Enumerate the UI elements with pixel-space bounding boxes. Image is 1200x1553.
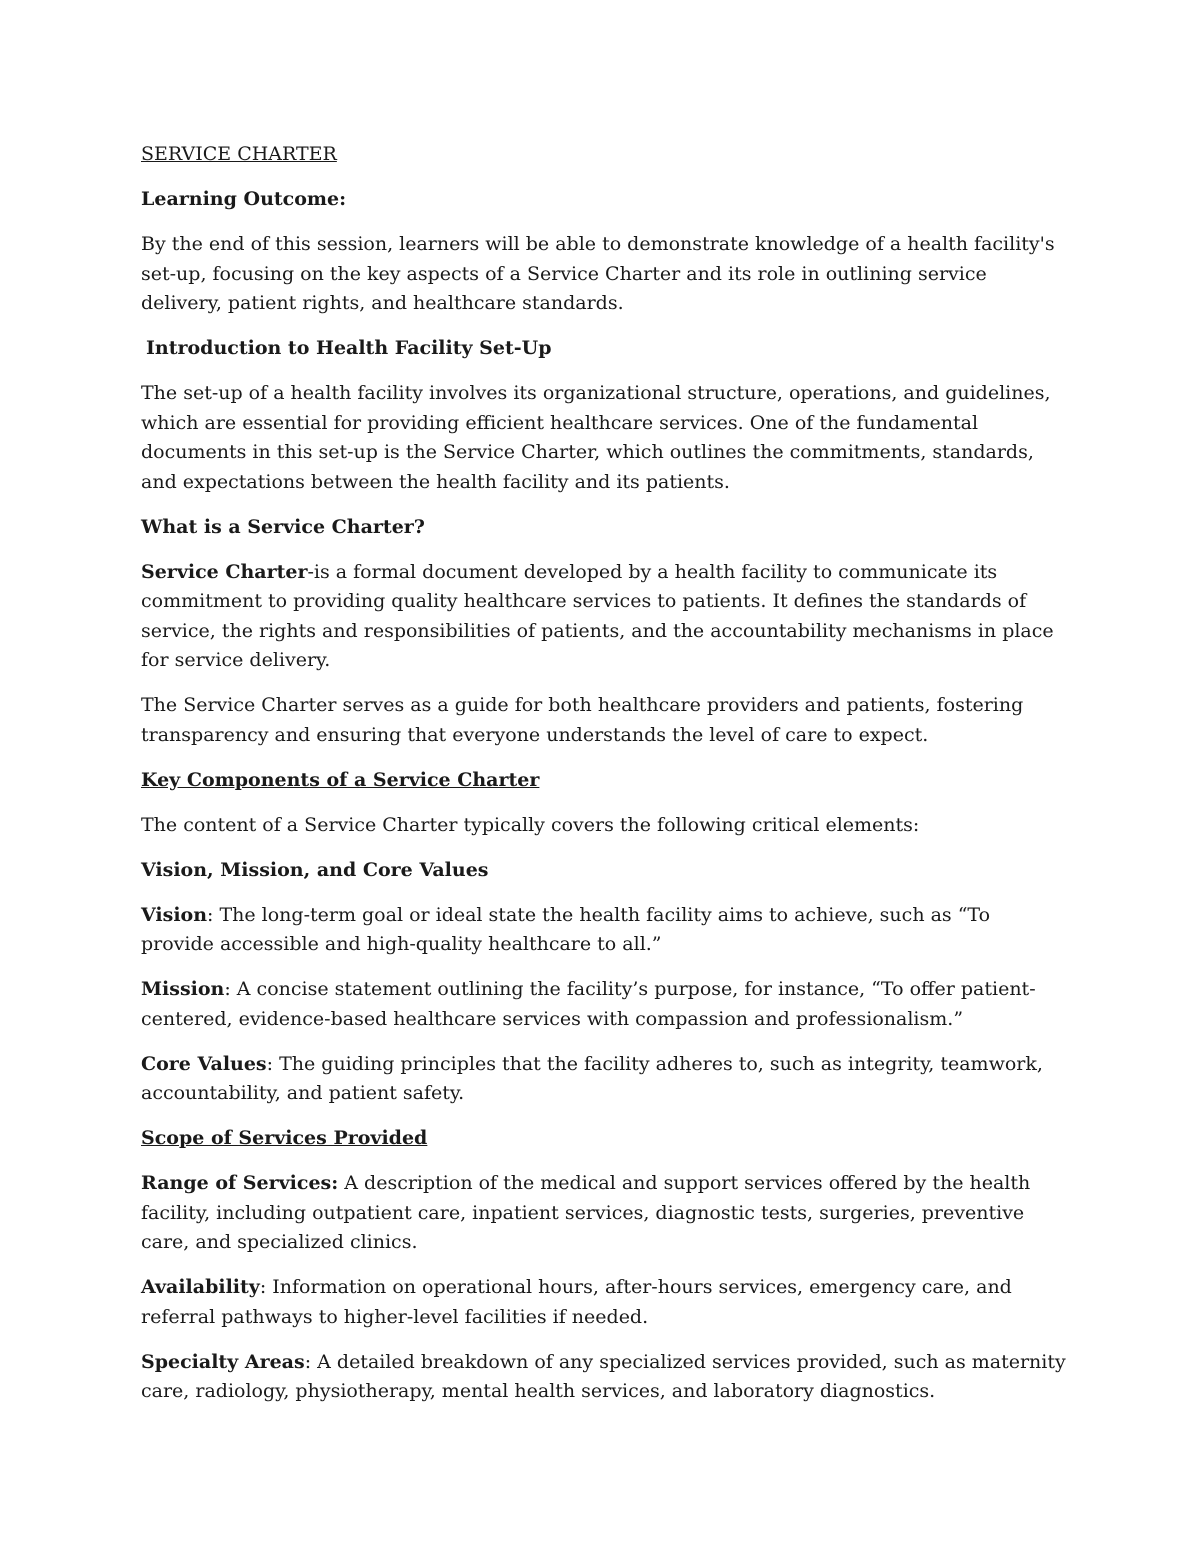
range-term: Range of Services: — [141, 1172, 339, 1194]
definition-paragraph — [141, 558, 1066, 676]
definition-term: Service Charter — [141, 560, 308, 583]
learning-outcome-text: By the end of this session, learners will be able to demonstrate knowledge of a health facility's set-up, focusing on the key aspects of a Service Charter and its role in outlining service delivery, patient rights, and healthcare standards. — [141, 233, 1055, 314]
range-paragraph — [141, 1169, 1066, 1258]
key-components-heading: Key Components of a Service Charter — [141, 768, 540, 791]
availability-text: : Information on operational hours, after-hours services, emergency care, and referral pathways to higher-level facilities if needed. — [141, 1276, 1012, 1328]
specialty-paragraph — [141, 1348, 1066, 1407]
specialty-text: : A detailed breakdown of any specialized services provided, such as maternity care, radiology, physiotherapy, mental health services, and laboratory diagnostics. — [141, 1350, 1066, 1402]
intro-text: The set-up of a health facility involves its organizational structure, operations, and guidelines, which are essential for providing efficient healthcare services. One of the fundamental documents in this set-up is the Service Charter, which outlines the commitments, standards, and expectations between the health facility and its patients. — [141, 382, 1051, 493]
core-values-text: : The guiding principles that the facility adheres to, such as integrity, teamwork, accountability, and patient safety. — [141, 1052, 1043, 1104]
availability-paragraph — [141, 1273, 1066, 1332]
mission-paragraph — [141, 975, 1066, 1034]
core-values-paragraph — [141, 1050, 1066, 1109]
key-components-text: The content of a Service Charter typically covers the following critical elements: — [141, 813, 920, 836]
learning-outcome-heading: Learning Outcome: — [141, 188, 347, 210]
vmv-heading: Vision, Mission, and Core Values — [141, 858, 489, 881]
mission-term: Mission — [141, 978, 225, 1000]
vision-term: Vision — [141, 903, 208, 926]
vision-text: : The long-term goal or ideal state the health facility aims to achieve, such as “To provide accessible and high-quality healthcare to all.” — [141, 903, 991, 955]
guide-text: The Service Charter serves as a guide for both healthcare providers and patients, fostering transparency and ensuring that everyone understands the level of care to expect. — [141, 694, 1024, 746]
mission-text: : A concise statement outlining the facility’s purpose, for instance, “To offer patient-centered, evidence-based healthcare services with compassion and professionalism.” — [141, 978, 1036, 1030]
what-heading: What is a Service Charter? — [141, 515, 425, 538]
definition-text: -is a formal document developed by a health facility to communicate its commitment to providing quality healthcare services to patients. It defines the standards of service, the rights and responsibilities of patients, and the accountability mechanisms in place for service delivery. — [141, 560, 1054, 671]
core-values-term: Core Values — [141, 1052, 267, 1075]
document-page — [141, 140, 1066, 1422]
vision-paragraph — [141, 901, 1066, 960]
range-text: A description of the medical and support services offered by the health facility, including outpatient care, inpatient services, diagnostic tests, surgeries, preventive care, and specialized clinics. — [141, 1172, 1031, 1253]
availability-term: Availability — [141, 1276, 260, 1298]
intro-heading: Introduction to Health Facility Set-Up — [146, 337, 552, 359]
scope-heading: Scope of Services Provided — [141, 1127, 428, 1149]
specialty-term: Specialty Areas — [141, 1350, 305, 1373]
document-title: SERVICE CHARTER — [141, 143, 337, 165]
